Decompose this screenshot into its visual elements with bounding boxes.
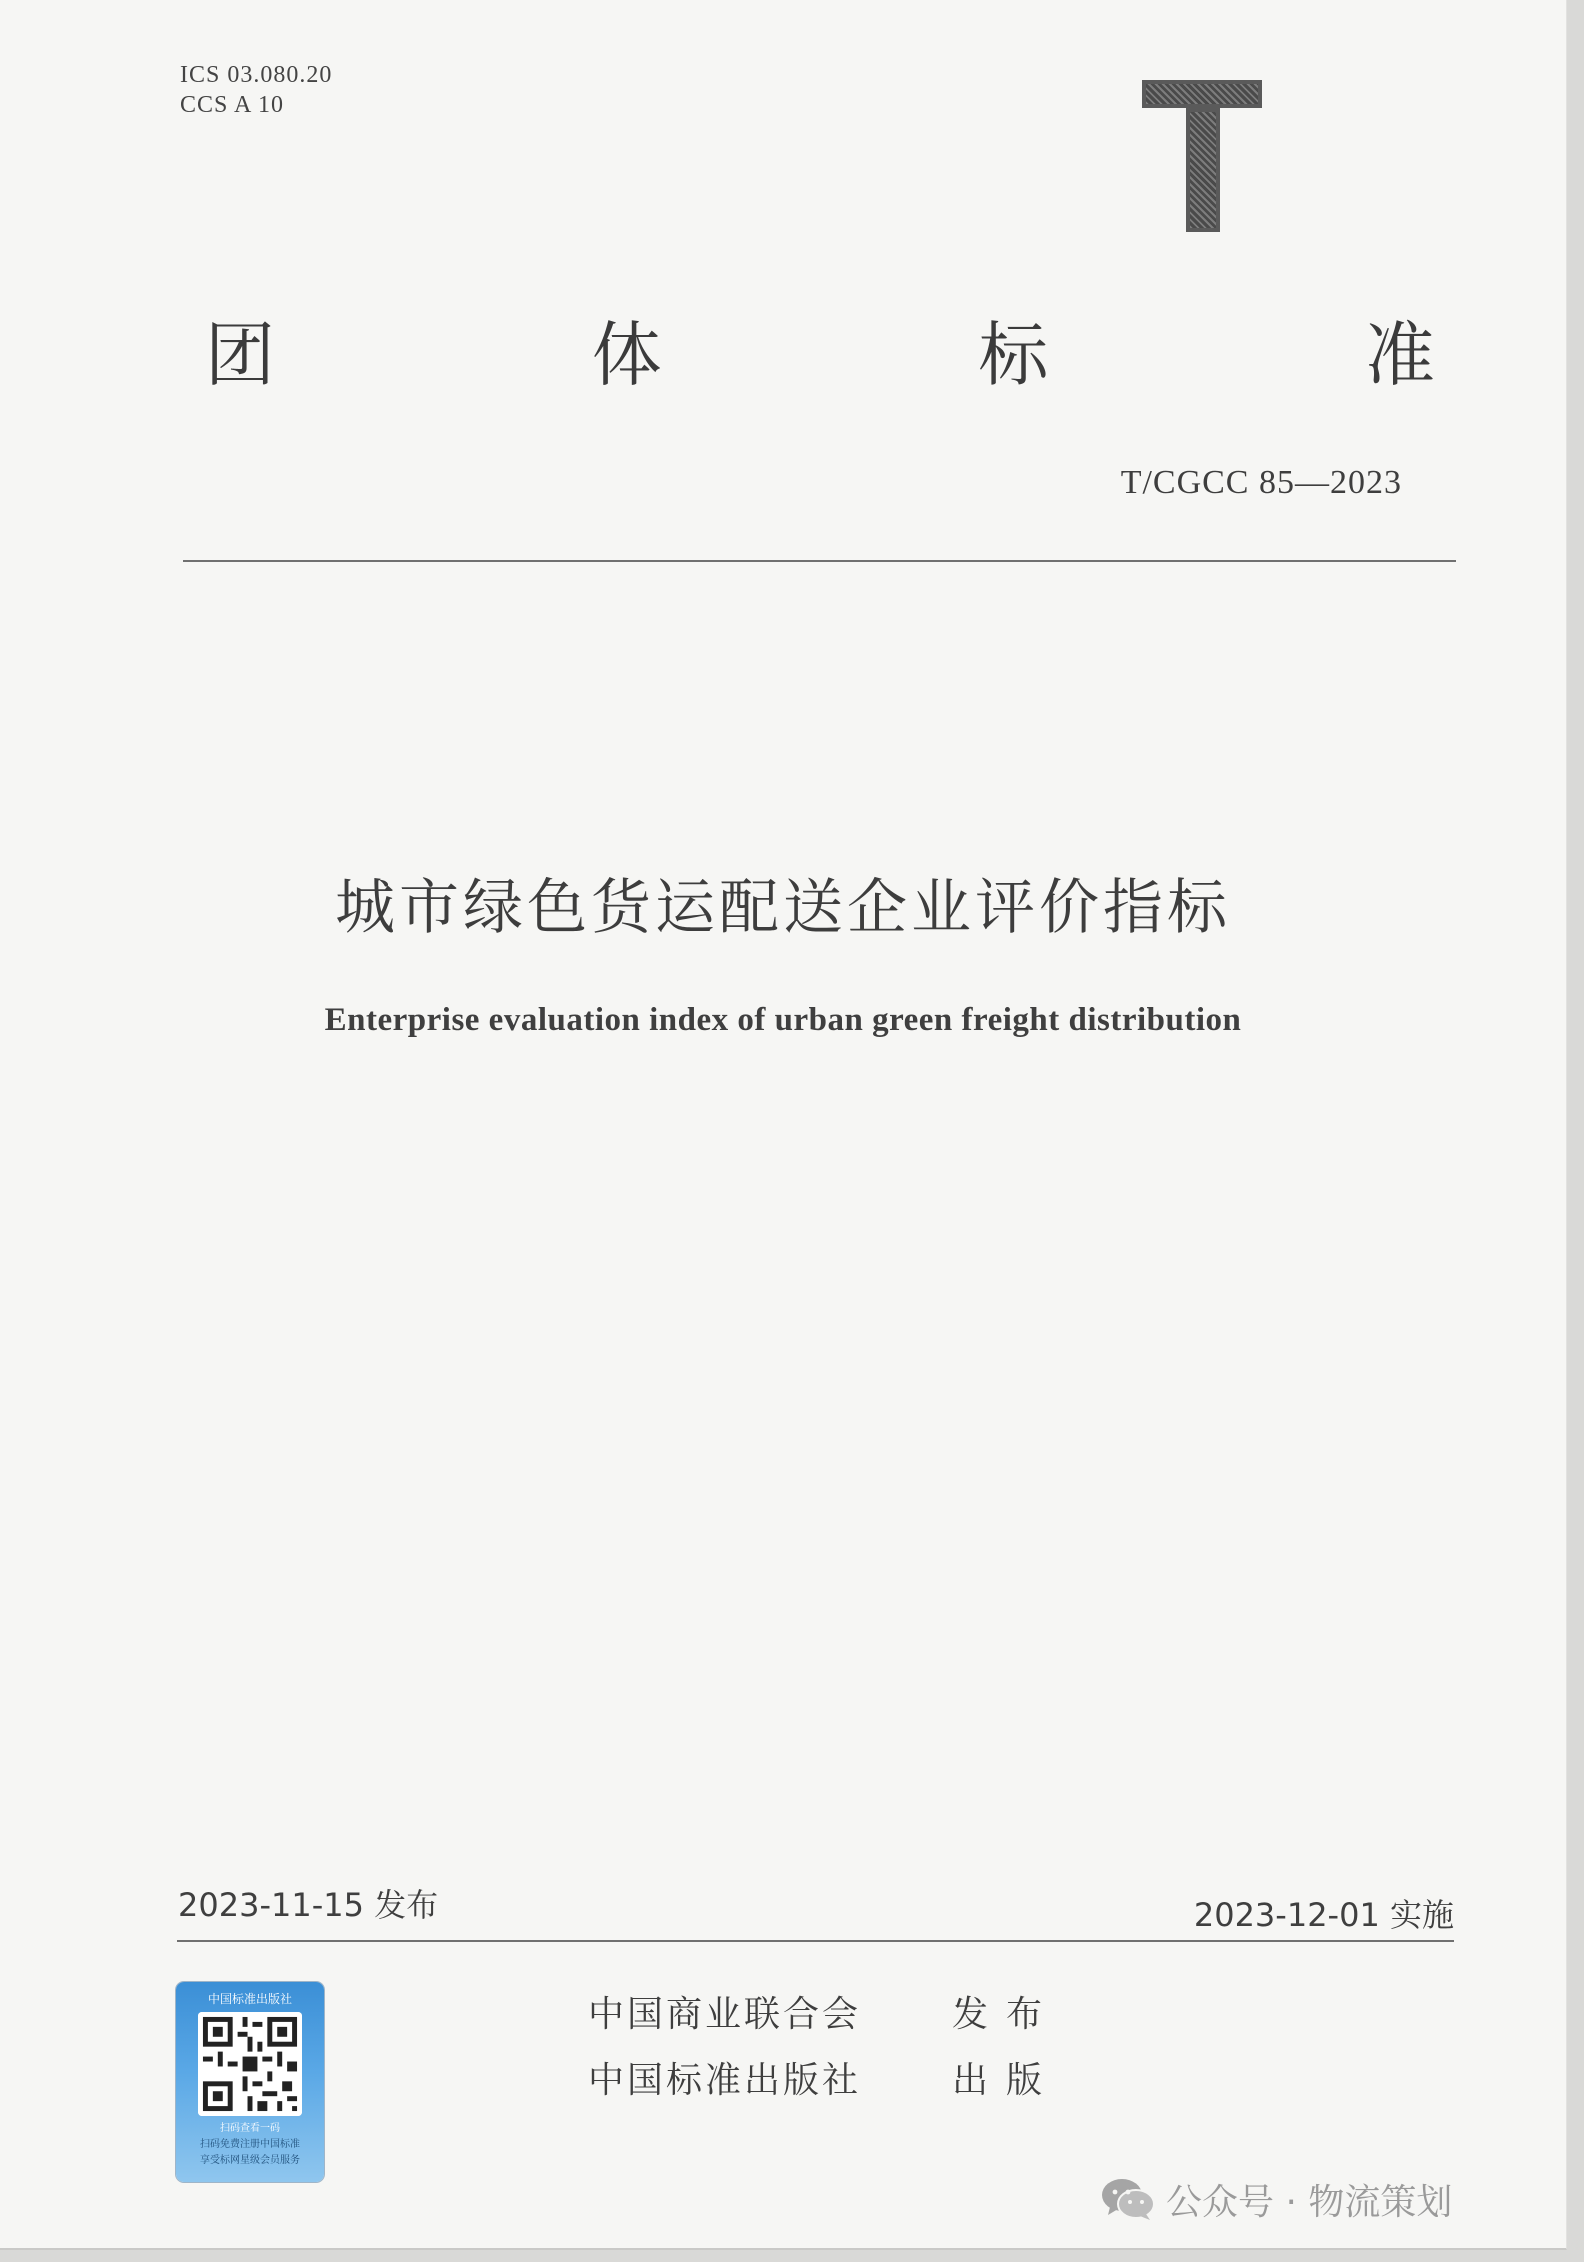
top-divider xyxy=(183,560,1456,562)
ccs-code: CCS A 10 xyxy=(180,92,285,118)
publisher-role: 发布 xyxy=(952,1994,1061,2035)
publish-date: 2023-11-15 发布 xyxy=(178,1886,439,1924)
publisher-row xyxy=(588,1986,1061,2037)
publisher-row xyxy=(588,2052,1061,2103)
implement-date: 2023-12-01 实施 xyxy=(1193,1896,1454,1934)
publisher-role: 出版 xyxy=(952,2060,1061,2101)
category-char: 团 xyxy=(205,314,275,396)
qr-line: 享受标网星级会员服务 xyxy=(200,2155,300,2166)
document-title-zh: 城市绿色货运配送企业评价指标 xyxy=(335,873,1231,943)
watermark-text: 公众号 · 物流策划 xyxy=(1166,2181,1453,2223)
publisher-org: 中国标准出版社 xyxy=(588,2060,862,2101)
qr-line: 扫码查看一码 xyxy=(220,2123,280,2134)
publisher-org: 中国商业联合会 xyxy=(588,1994,862,2035)
standard-category xyxy=(205,310,1435,400)
t-standard-logo-icon xyxy=(1142,80,1262,232)
category-char: 标 xyxy=(978,314,1049,396)
standard-code: T/CGCC 85—2023 xyxy=(1120,464,1402,501)
qr-header: 中国标准出版社 xyxy=(207,1992,292,2006)
classification-codes xyxy=(180,60,332,120)
wechat-watermark xyxy=(1100,2174,1452,2224)
wechat-icon xyxy=(1100,2177,1156,2221)
qr-code-icon xyxy=(198,2012,302,2116)
qr-sticker xyxy=(176,1982,324,2182)
bottom-divider xyxy=(177,1940,1454,1942)
category-char: 体 xyxy=(591,314,662,396)
category-char: 准 xyxy=(1364,314,1435,396)
document-title-en: Enterprise evaluation index of urban green freight distribution xyxy=(324,1002,1242,1038)
qr-line: 扫码免费注册中国标准 xyxy=(200,2139,300,2150)
ics-code: ICS 03.080.20 xyxy=(180,62,333,88)
